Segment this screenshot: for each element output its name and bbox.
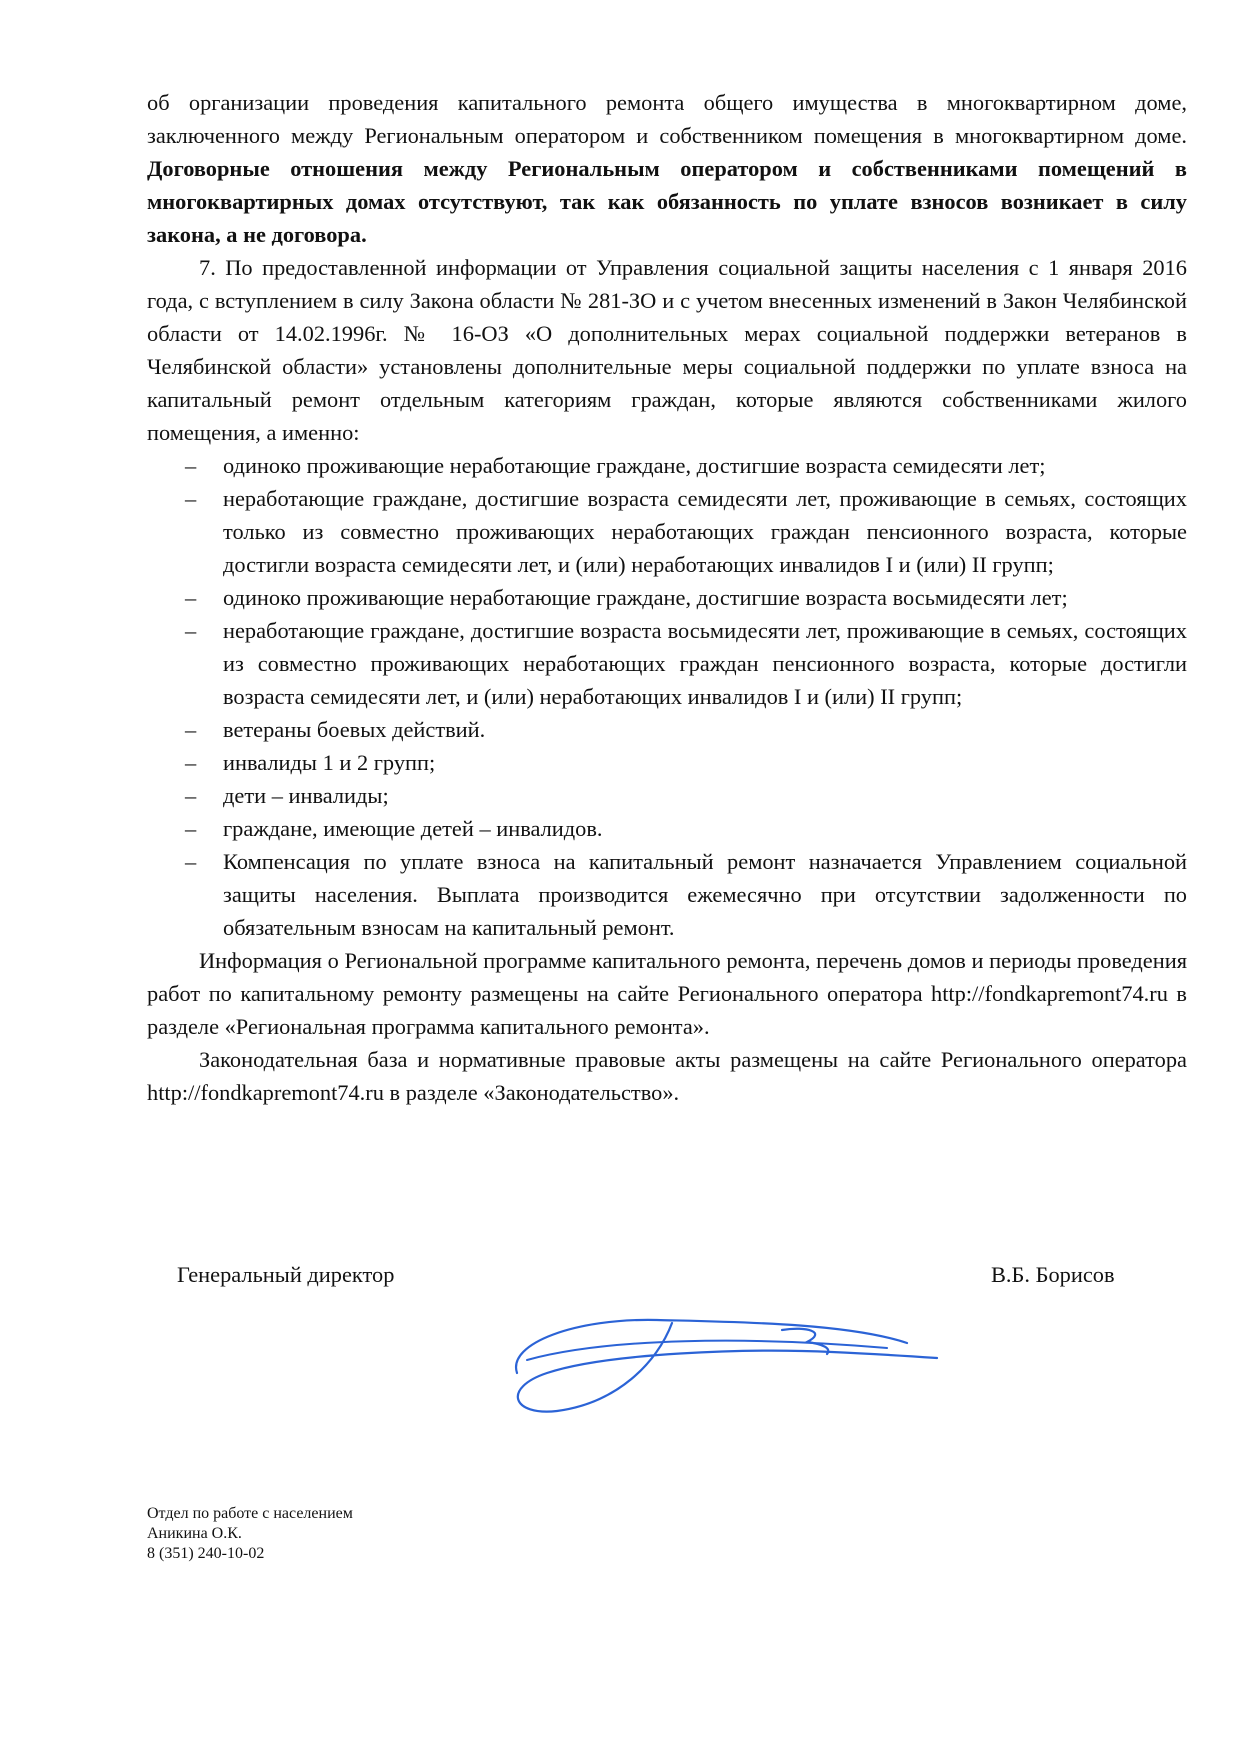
footer-contacts: [147, 1504, 353, 1564]
list-item: [147, 812, 1187, 845]
footer-phone: 8 (351) 240-10-02: [147, 1545, 265, 1562]
paragraph-contract-bold: Договорные отношения между Региональным оператором и собственниками помещений в многоквартирных домах отсутствуют, так как обязанность по уплате взносов возникает в силу закона, а не договора.: [147, 156, 1187, 247]
bullet-dash: –: [185, 717, 197, 742]
paragraph-contract: [147, 86, 1187, 251]
list-item: [147, 713, 1187, 746]
list-item: [147, 845, 1187, 944]
list-item: [147, 779, 1187, 812]
footer-department: Отдел по работе с населением: [147, 1505, 353, 1522]
signatory-name: В.Б. Борисов: [991, 1262, 1115, 1287]
list-item-text: одиноко проживающие неработающие граждане, достигшие возраста семидесяти лет;: [223, 453, 1046, 478]
bullet-dash: –: [185, 618, 197, 643]
bullet-dash: –: [185, 849, 197, 874]
list-item-text: неработающие граждане, достигшие возраста восьмидесяти лет, проживающие в семьях, состоящих из совместно проживающих неработающих граждан пенсионного возраста, которые достигли возраста семидесяти лет, и (или) неработающих инвалидов I и (или) II групп;: [223, 618, 1187, 709]
paragraph-item-7: 7. По предоставленной информации от Управления социальной защиты населения с 1 января 2016 года, с вступлением в силу Закона области № 281-ЗО и с учетом внесенных изменений в Закон Челябинской области от 14.02.1996г. № 16-ОЗ «О дополнительных мерах социальной поддержки ветеранов в Челябинской области» установлены дополнительные меры социальной поддержки по уплате взноса на капитальный ремонт отдельным категориям граждан, которые являются собственниками жилого помещения, а именно:: [147, 255, 1187, 445]
list-item: [147, 449, 1187, 482]
list-item-text: ветераны боевых действий.: [223, 717, 486, 742]
letter-body: [147, 86, 1187, 1109]
bullet-dash: –: [185, 783, 197, 808]
list-item-text: Компенсация по уплате взноса на капитальный ремонт назначается Управлением социальной защиты населения. Выплата производится ежемесячно при отсутствии задолженности по обязательным взносам на капитальный ремонт.: [223, 849, 1187, 940]
list-item-text: дети – инвалиды;: [223, 783, 389, 808]
list-item: [147, 482, 1187, 581]
paragraph-legislation-info: Законодательная база и нормативные правовые акты размещены на сайте Регионального оператора http://fondkapremont74.ru в разделе «Законодательство».: [147, 1047, 1187, 1105]
bullet-dash: –: [185, 453, 197, 478]
handwritten-signature: [487, 1268, 947, 1418]
bullet-dash: –: [185, 816, 197, 841]
list-item-text: инвалиды 1 и 2 групп;: [223, 750, 436, 775]
list-item-text: неработающие граждане, достигшие возраста семидесяти лет, проживающие в семьях, состоящих только из совместно проживающих неработающих граждан пенсионного возраста, которые достигли возраста семидесяти лет, и (или) неработающих инвалидов I и (или) II групп;: [223, 486, 1187, 577]
signatory-title: Генеральный директор: [177, 1262, 395, 1287]
paragraph-contract-text: об организации проведения капитального ремонта общего имущества в многоквартирном доме, заключенного между Региональным оператором и собственником помещения в многоквартирном доме.: [147, 90, 1187, 148]
signature-block: [147, 1258, 1147, 1438]
list-item: [147, 746, 1187, 779]
bullet-dash: –: [185, 486, 197, 511]
paragraph-program-info: Информация о Региональной программе капитального ремонта, перечень домов и периоды проведения работ по капитальному ремонту размещены на сайте Регионального оператора http://fondkapremont74.ru в разделе «Региональная программа капитального ремонта».: [147, 948, 1187, 1039]
list-item: [147, 614, 1187, 713]
bullet-dash: –: [185, 750, 197, 775]
beneficiary-list: [147, 449, 1187, 944]
bullet-dash: –: [185, 585, 197, 610]
list-item-text: граждане, имеющие детей – инвалидов.: [223, 816, 603, 841]
footer-contact-person: Аникина О.К.: [147, 1525, 242, 1542]
list-item: [147, 581, 1187, 614]
list-item-text: одиноко проживающие неработающие граждане, достигшие возраста восьмидесяти лет;: [223, 585, 1068, 610]
